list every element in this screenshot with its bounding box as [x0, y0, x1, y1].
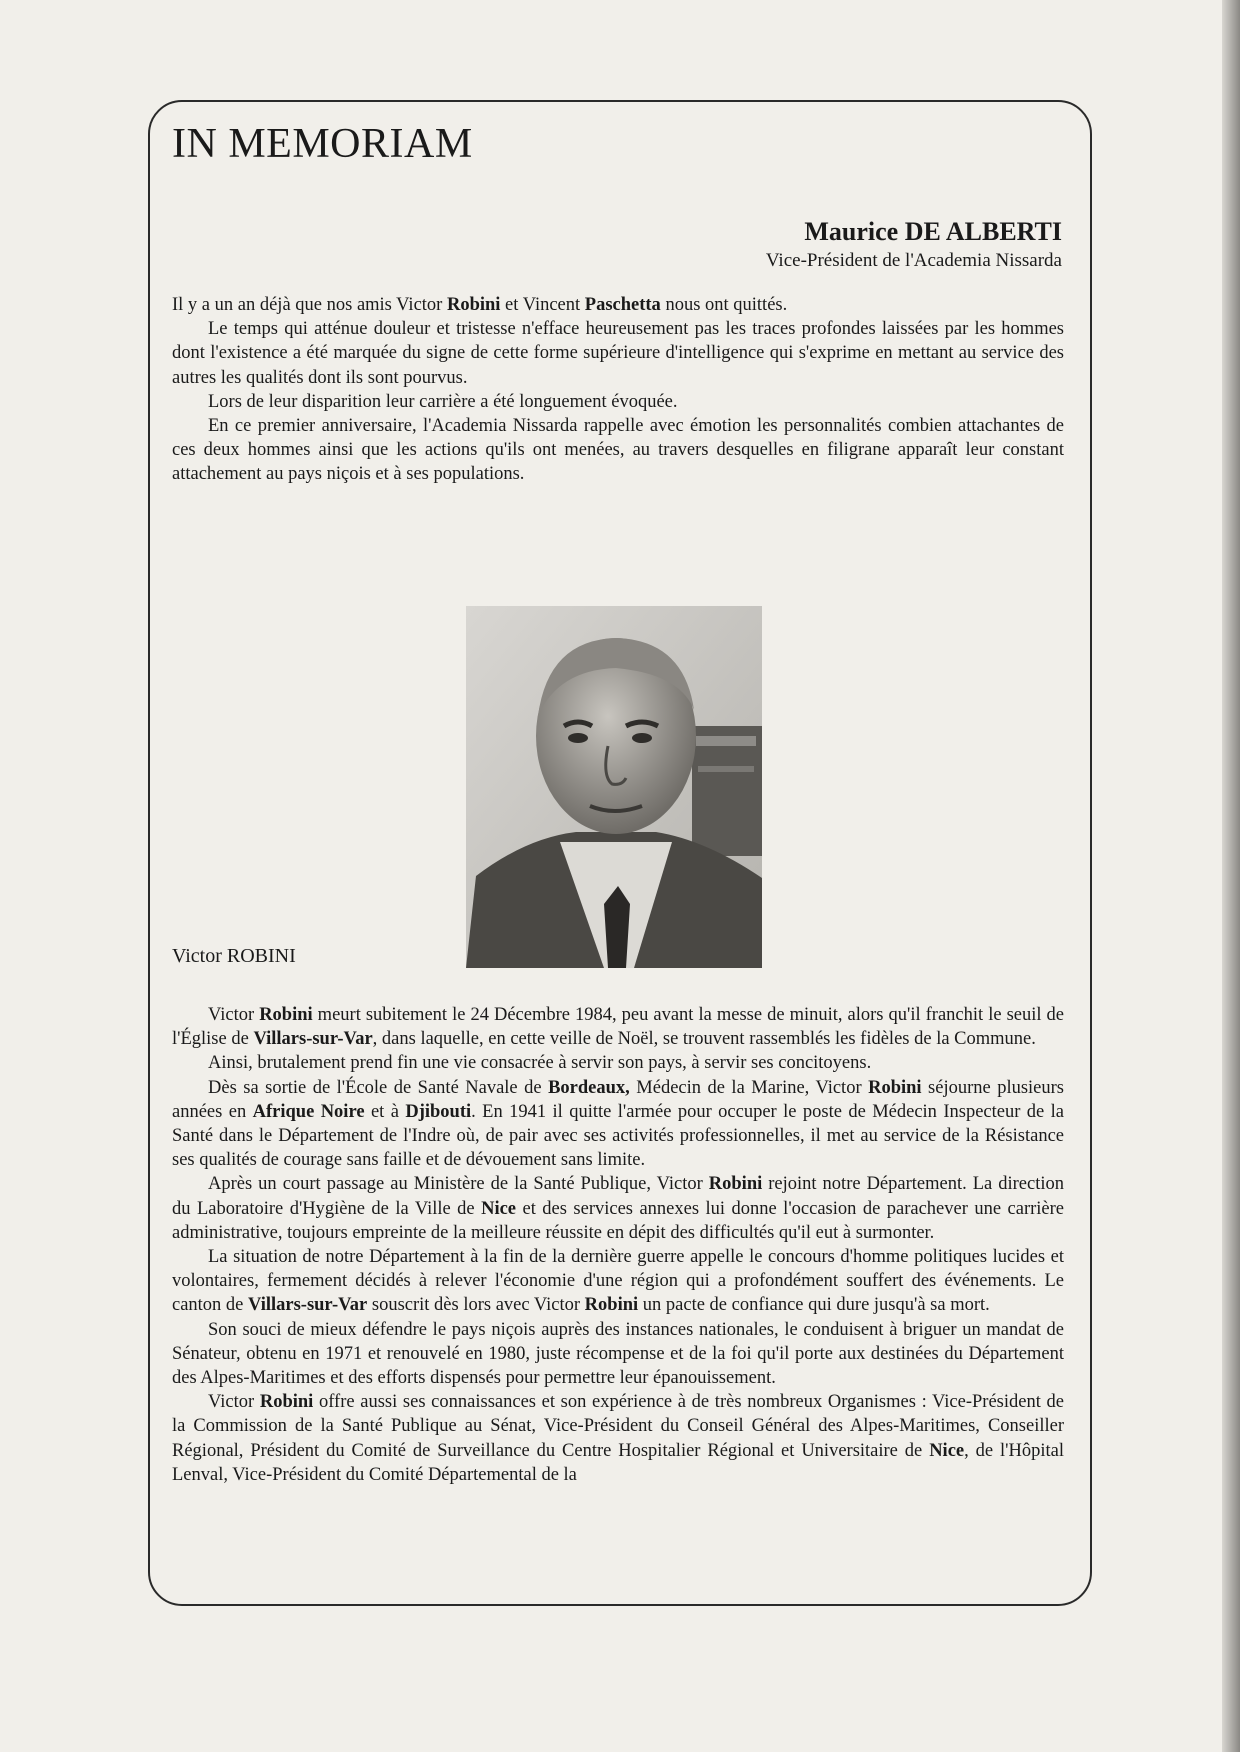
intro-paragraph: Le temps qui atténue douleur et tristesse n'efface heureusement pas les traces profondes laissées par les hommes dont l'existence a été marquée du signe de cette forme supérieure d'intelligence qui s'exprime en mettant au service des autres les qualités dont ils sont pourvus. [172, 319, 1064, 388]
bio-paragraph: Son souci de mieux défendre le pays niçois auprès des instances nationales, le conduisent à briguer un mandat de Sénateur, obtenu en 1971 et renouvelé en 1980, juste récompense et de la foi qu'il porte aux destinées du Département des Alpes-Maritimes et des efforts dispensés pour permettre leur épanouissement. [172, 1319, 1064, 1389]
bio-paragraph: La situation de notre Département à la fin de la dernière guerre appelle le concours d'homme politiques lucides et volontaires, fermement décidés à relever l'économie d'une région qui a profondément souffert des événements. Le canton de Villars-sur-Var souscrit dès lors avec Victor Robini un pacte de confiance qui dure jusqu'à sa mort. [172, 1247, 1064, 1316]
biography-text [172, 1003, 1064, 1487]
intro-paragraph: Lors de leur disparition leur carrière a été longuement évoquée. [208, 391, 678, 412]
page-title: IN MEMORIAM [172, 121, 473, 167]
portrait-photo [466, 606, 762, 968]
bio-paragraph: Ainsi, brutalement prend fin une vie consacrée à servir son pays, à servir ses concitoyens. [208, 1053, 872, 1074]
bio-paragraph: Après un court passage au Ministère de la Santé Publique, Victor Robini rejoint notre Département. La direction du Laboratoire d'Hygiène de la Ville de Nice et des services annexes lui donne l'occasion de parachever une carrière administrative, toujours empreinte de la meilleure réussite en dépit des difficultés qu'il eut à surmonter. [172, 1174, 1064, 1243]
bio-paragraph: Victor Robini offre aussi ses connaissances et son expérience à de très nombreux Organismes : Vice-Président de la Commission de la Santé Publique au Sénat, Vice-Président du Conseil Général des Alpes-Maritimes, Conseiller Régional, Président du Comité de Surveillance du Centre Hospitalier Régional et Universitaire de Nice, de l'Hôpital Lenval, Vice-Président du Comité Départemental de la [172, 1392, 1064, 1485]
author-block [766, 216, 1062, 274]
bio-paragraph: Victor Robini meurt subitement le 24 Décembre 1984, peu avant la messe de minuit, alors qu'il franchit le seuil de l'Église de Villars-sur-Var, dans laquelle, en cette veille de Noël, se trouvent rassemblés les fidèles de la Commune. [172, 1005, 1064, 1050]
intro-paragraph: En ce premier anniversaire, l'Academia Nissarda rappelle avec émotion les personnalités combien attachantes de ces deux hommes ainsi que les actions qu'ils ont menées, au travers desquelles en filigrane apparaît leur constant attachement au pays niçois et à ses populations. [172, 416, 1064, 485]
photo-caption: Victor ROBINI [172, 945, 296, 967]
page-edge [1222, 0, 1240, 1752]
author-name: Maurice DE ALBERTI [804, 217, 1062, 246]
bio-paragraph: Dès sa sortie de l'École de Santé Navale de Bordeaux, Médecin de la Marine, Victor Robini séjourne plusieurs années en Afrique Noire et à Djibouti. En 1941 il quitte l'armée pour occuper le poste de Médecin Inspecteur de la Santé dans le Département de l'Indre où, de pair avec ses activités professionnelles, il met au service de la Résistance ses qualités de courage sans faille et de dévouement sans limite. [172, 1077, 1065, 1171]
intro-text [172, 293, 1064, 487]
author-role: Vice-Président de l'Academia Nissarda [765, 250, 1062, 271]
intro-paragraph: Il y a un an déjà que nos amis Victor Robini et Vincent Paschetta nous ont quittés. [172, 295, 788, 315]
